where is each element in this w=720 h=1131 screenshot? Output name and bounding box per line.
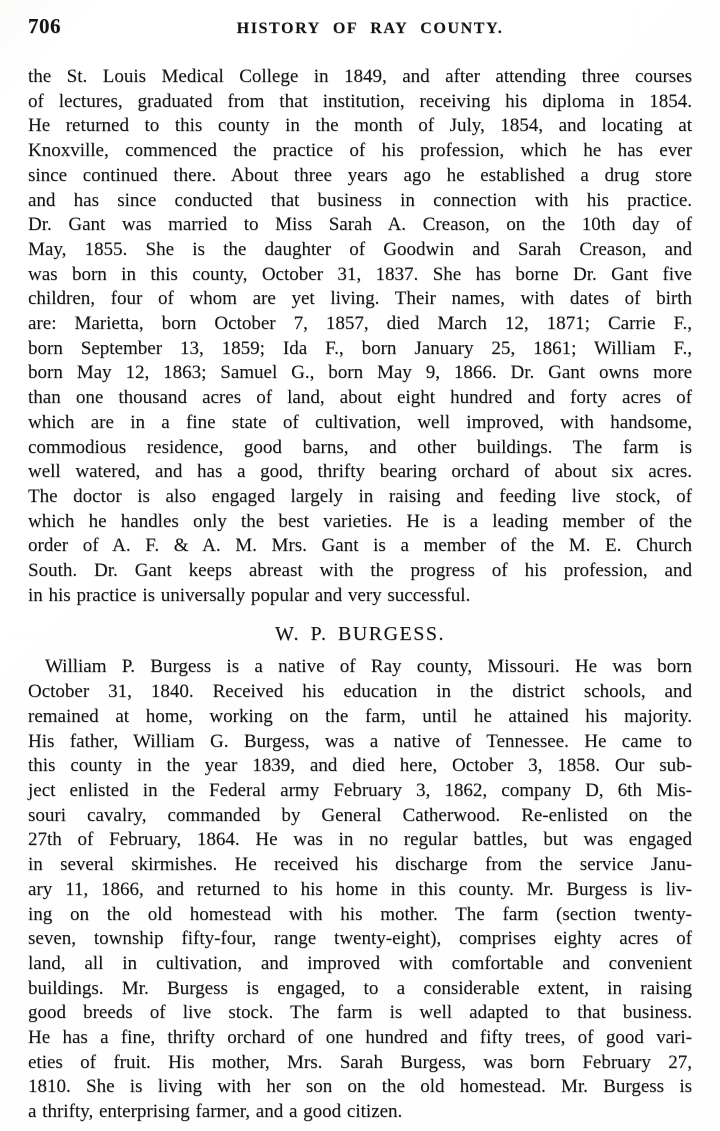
text-line: 1810. She is living with her son on the old homestead. Mr. Burgess is — [28, 1076, 692, 1098]
text-line: born September 13, 1859; Ida F., born January 25, 1861; William F., — [28, 337, 692, 359]
text-line: since continued there. About three years ago he established a drug store — [28, 164, 692, 186]
text-line: in several skirmishes. He received his discharge from the service Janu- — [28, 854, 692, 876]
running-title: HISTORY OF RAY COUNTY. — [236, 20, 504, 37]
text-line: remained at home, working on the farm, until he attained his majority. — [28, 705, 692, 727]
text-line: souri cavalry, commanded by General Catherwood. Re-enlisted on the — [28, 804, 692, 826]
page-number: 706 — [28, 14, 61, 38]
section-heading: W. P. BURGESS. — [275, 623, 445, 646]
text-line: children, four of whom are yet living. Their names, with dates of birth — [28, 288, 692, 310]
text-line: ing on the old homestead with his mother. The farm (section twenty- — [28, 903, 692, 925]
text-line: ject enlisted in the Federal army February 3, 1862, company D, 6th Mis- — [28, 779, 692, 801]
text-line: South. Dr. Gant keeps abreast with the progress of his profession, and — [28, 560, 692, 582]
text-line: May, 1855. She is the daughter of Goodwin and Sarah Creason, and — [28, 238, 692, 260]
text-line: was born in this county, October 31, 1837. She has borne Dr. Gant five — [28, 263, 692, 285]
text-line: are: Marietta, born October 7, 1857, died March 12, 1871; Carrie F., — [28, 313, 692, 335]
text-line: which are in a fine state of cultivation, well improved, with handsome, — [28, 411, 692, 433]
text-line: Dr. Gant was married to Miss Sarah A. Creason, on the 10th day of — [28, 214, 692, 236]
paragraph — [28, 655, 692, 1124]
text-line: and has since conducted that business in connection with his practice. — [28, 189, 692, 211]
text-line: well watered, and has a good, thrifty bearing orchard of about six acres. — [28, 461, 692, 483]
text-line: commodious residence, good barns, and other buildings. The farm is — [28, 436, 692, 458]
text-line: land, all in cultivation, and improved with comfortable and convenient — [28, 952, 692, 974]
text-line: Knoxville, commenced the practice of his profession, which he has ever — [28, 140, 692, 162]
page-body — [28, 65, 692, 1125]
text-line: in his practice is universally popular and very successful. — [28, 584, 471, 606]
text-line: The doctor is also engaged largely in raising and feeding live stock, of — [28, 485, 692, 507]
text-line: His father, William G. Burgess, was a native of Tennessee. He came to — [28, 730, 692, 752]
text-line: of lectures, graduated from that institution, receiving his diploma in 1854. — [28, 90, 692, 112]
text-line: He returned to this county in the month of July, 1854, and locating at — [28, 115, 692, 137]
text-line: order of A. F. & A. M. Mrs. Gant is a member of the M. E. Church — [28, 535, 692, 557]
text-line: He has a fine, thrifty orchard of one hundred and fifty trees, of good vari- — [28, 1027, 692, 1049]
text-line: good breeds of live stock. The farm is well adapted to that business. — [28, 1002, 692, 1024]
text-line: October 31, 1840. Received his education in the district schools, and — [28, 681, 692, 703]
text-line: eties of fruit. His mother, Mrs. Sarah Burgess, was born February 27, — [28, 1051, 692, 1073]
text-line: William P. Burgess is a native of Ray county, Missouri. He was born — [45, 656, 692, 678]
text-line: 27th of February, 1864. He was in no regular battles, but was engaged — [28, 829, 692, 851]
text-line: this county in the year 1839, and died here, October 3, 1858. Our sub- — [28, 755, 692, 777]
text-line: ary 11, 1866, and returned to his home in this county. Mr. Burgess is liv- — [28, 878, 692, 900]
text-line: a thrifty, enterprising farmer, and a good citizen. — [28, 1101, 403, 1123]
text-line: buildings. Mr. Burgess is engaged, to a considerable extent, in raising — [28, 977, 692, 999]
page-header — [0, 0, 720, 45]
paragraph — [28, 65, 692, 608]
text-line: than one thousand acres of land, about eight hundred and forty acres of — [28, 387, 692, 409]
text-line: born May 12, 1863; Samuel G., born May 9, 1866. Dr. Gant owns more — [28, 362, 692, 384]
text-line: seven, township fifty-four, range twenty-eight), comprises eighty acres of — [28, 928, 692, 950]
text-line: which he handles only the best varieties. He is a leading member of the — [28, 510, 692, 532]
text-line: the St. Louis Medical College in 1849, and after attending three courses — [28, 66, 692, 87]
